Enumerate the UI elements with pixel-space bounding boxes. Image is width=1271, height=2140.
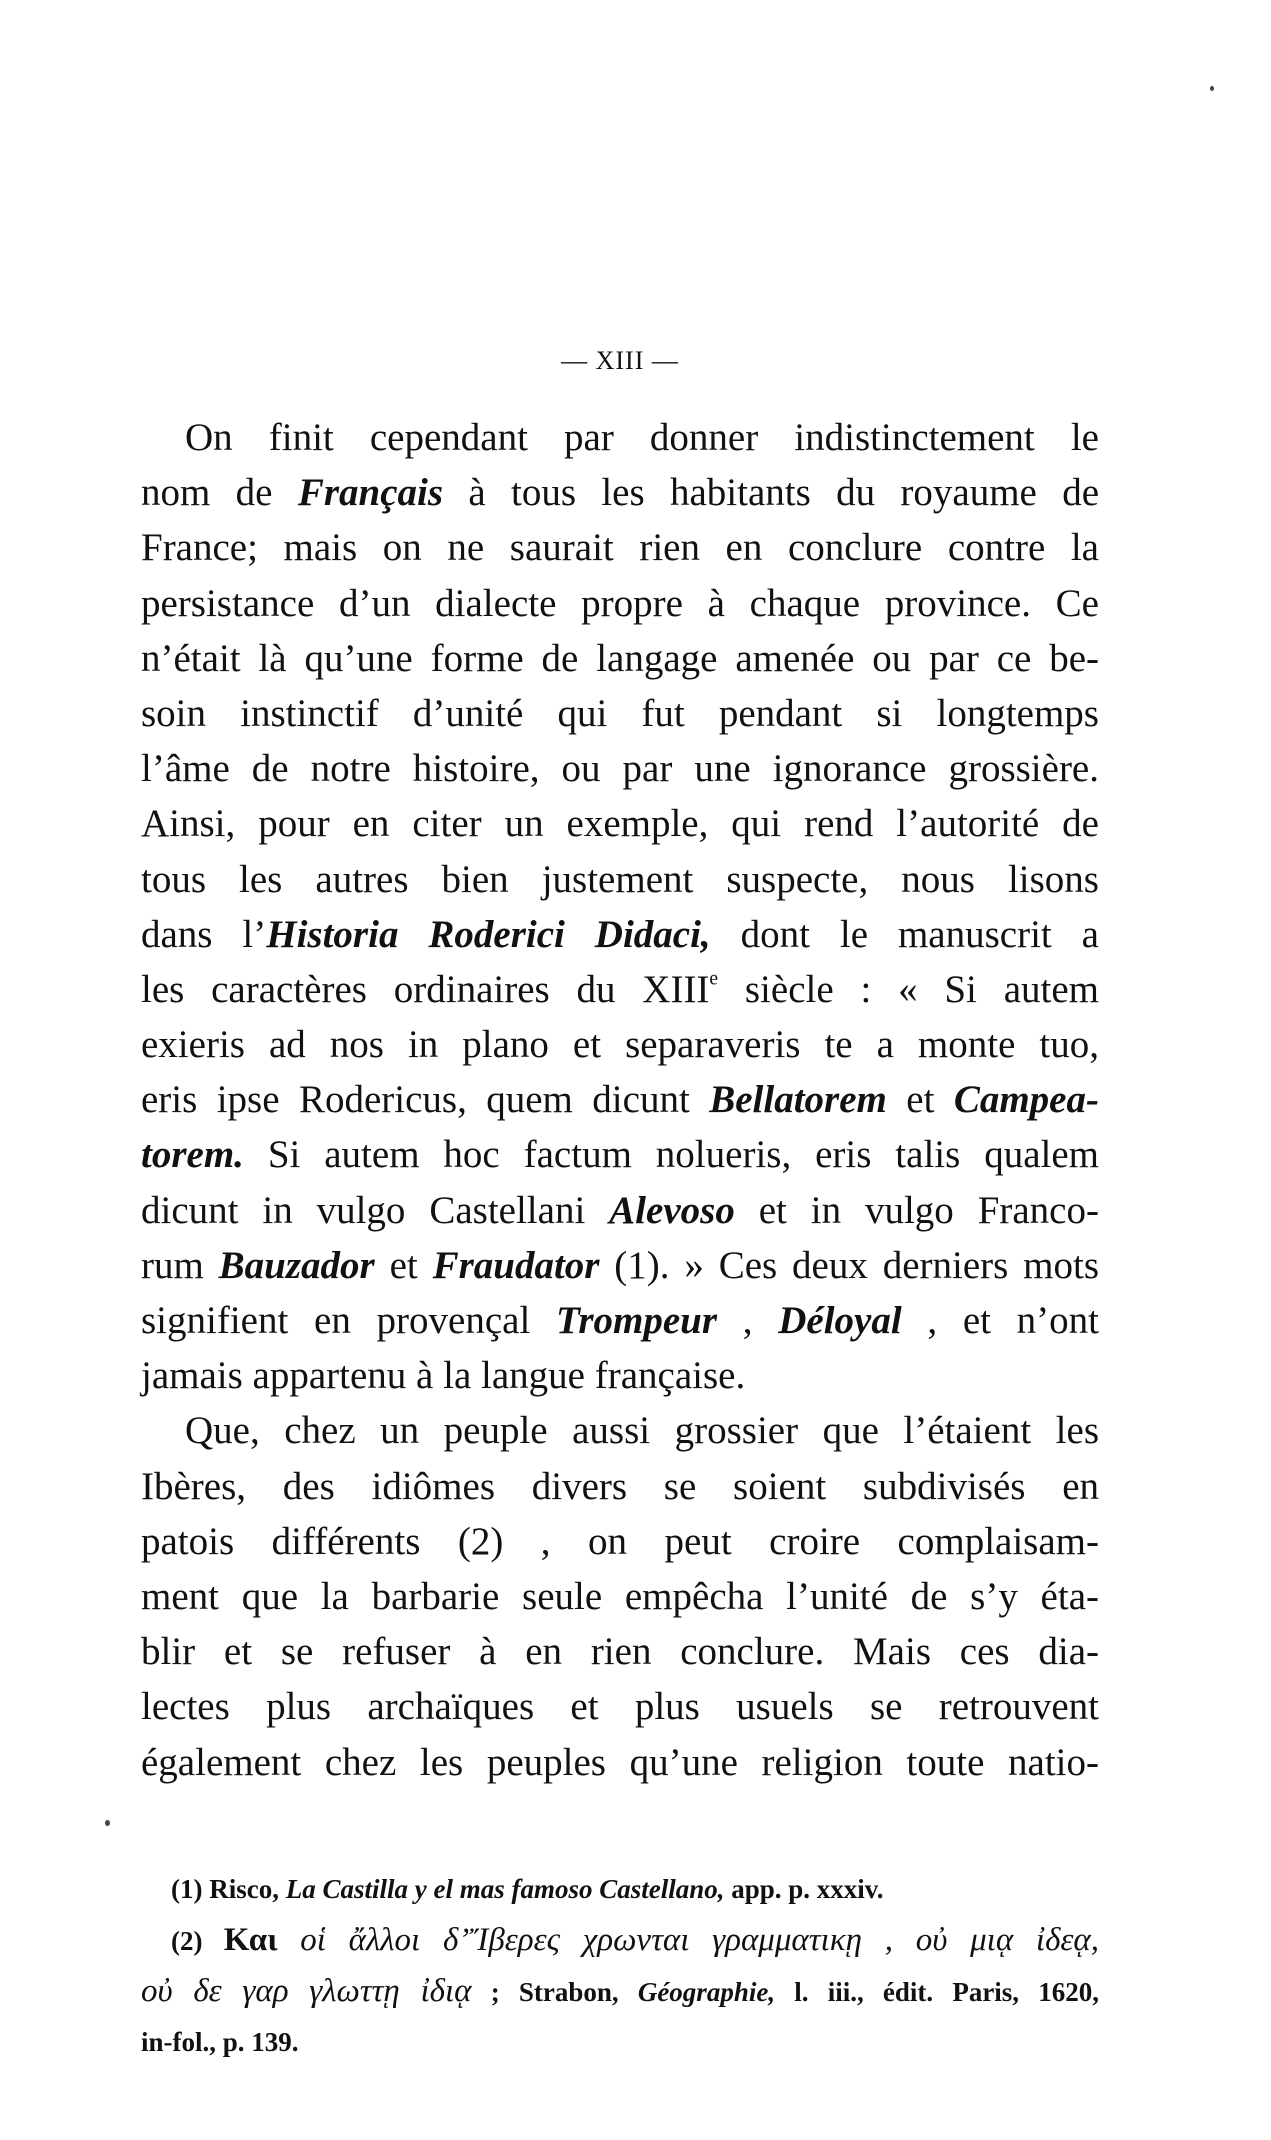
footnote-line <box>141 1864 1099 1915</box>
greek-text: οὐ δε γαρ γλωττῃ ἰδιᾳ <box>141 1973 472 2009</box>
text-run: On finit cependant par donner indistinctement le <box>185 416 1099 459</box>
body-text <box>141 410 1099 1790</box>
text-line <box>141 796 1099 851</box>
footnotes <box>141 1864 1099 2068</box>
text-run: in-fol., p. 139. <box>141 2027 299 2057</box>
superscript: e <box>709 968 719 990</box>
italic-text: Déloyal <box>778 1299 902 1342</box>
text-line <box>141 520 1099 575</box>
text-line <box>141 576 1099 631</box>
text-line <box>141 1735 1099 1790</box>
text-line <box>141 907 1099 962</box>
text-run: Si autem hoc factum nolueris, eris talis qualem <box>243 1133 1099 1177</box>
text-run: siècle : « Si autem <box>718 967 1099 1011</box>
text-run: et in vulgo Franco- <box>734 1188 1099 1232</box>
text-run: également chez les peuples qu’une religion toute natio- <box>141 1740 1099 1784</box>
italic-text: Campea- <box>953 1078 1099 1122</box>
text-line <box>141 741 1099 796</box>
text-run: nom de <box>141 471 298 515</box>
greek-text: Και <box>223 1922 278 1958</box>
text-run: ; Strabon, <box>471 1977 638 2007</box>
text-run: rum <box>141 1243 219 1287</box>
greek-text: οἱ ἄλλοι δ’Ἴβερες χρωνται γραμματικῃ , οὐ μιᾳ ἰδεᾳ, <box>277 1922 1099 1958</box>
text-run: eris ipse Rodericus, quem dicunt <box>141 1078 710 1122</box>
italic-text: Bauzador <box>218 1243 375 1287</box>
text-line <box>141 1624 1099 1679</box>
text-run: dicunt in vulgo Castellani <box>141 1188 610 1232</box>
text-run: signifient en provençal <box>141 1299 556 1342</box>
italic-text: Géographie, <box>637 1977 776 2007</box>
text-run: l. iii., édit. Paris, 1620, <box>775 1977 1099 2007</box>
text-run: , et n’ont <box>901 1299 1100 1342</box>
text-line <box>141 1348 1099 1403</box>
italic-text: Fraudator <box>432 1243 600 1287</box>
text-line <box>141 631 1099 686</box>
text-run: l’âme de notre histoire, ou par une ignorance grossière. <box>141 747 1099 791</box>
text-run: n’était là qu’une forme de langage amenée ou par ce be- <box>141 636 1099 680</box>
text-line <box>141 465 1099 520</box>
text-line <box>141 686 1099 741</box>
text-line <box>141 962 1099 1017</box>
text-run: ment que la barbarie seule empêcha l’unité de s’y éta- <box>141 1574 1099 1618</box>
text-line <box>141 852 1099 907</box>
text-run: , <box>717 1299 779 1342</box>
text-line <box>141 1183 1099 1238</box>
speck-mark <box>1210 86 1214 91</box>
text-line <box>141 1017 1099 1072</box>
text-line <box>141 410 1099 465</box>
text-run: app. p. xxxiv. <box>724 1874 884 1904</box>
text-run: (2) <box>171 1926 224 1956</box>
text-run: (1). » Ces deux derniers mots <box>599 1243 1099 1287</box>
italic-text: Trompeur <box>555 1299 718 1342</box>
text-run: les caractères ordinaires du XIII <box>141 967 710 1011</box>
text-run: à tous les habitants du royaume de <box>443 471 1100 515</box>
text-run: et <box>374 1243 433 1287</box>
italic-text: Alevoso <box>609 1188 735 1232</box>
text-line <box>141 1238 1099 1293</box>
text-run: France; mais on ne saurait rien en conclure contre la <box>141 526 1099 570</box>
italic-text: Français <box>297 471 444 515</box>
text-run: (1) Risco, <box>171 1874 286 1904</box>
text-run: soin instinctif d’unité qui fut pendant si longtemps <box>141 691 1099 735</box>
page-number: — XIII — <box>561 346 679 375</box>
text-run: Ibères, des idiômes divers se soient subdivisés en <box>141 1464 1099 1508</box>
italic-text: Bellatorem <box>709 1078 887 1122</box>
footnote-line <box>141 1915 1099 1966</box>
footnote-line <box>141 2017 1099 2068</box>
text-run: patois différents (2) , on peut croire complaisam- <box>141 1519 1099 1563</box>
text-run: blir et se refuser à en rien conclure. Mais ces dia- <box>141 1630 1099 1674</box>
text-line <box>141 1072 1099 1127</box>
text-line <box>141 1459 1099 1514</box>
text-run: et <box>886 1078 954 1122</box>
text-line <box>141 1514 1099 1569</box>
text-run: Ainsi, pour en citer un exemple, qui rend l’autorité de <box>141 802 1099 846</box>
text-run: dont le manuscrit a <box>710 912 1099 956</box>
speck-mark <box>105 1820 110 1826</box>
footnote-line <box>141 1966 1099 2017</box>
text-run: Que, chez un peuple aussi grossier que l’étaient les <box>185 1409 1099 1453</box>
italic-text: La Castilla y el mas famoso Castellano, <box>285 1874 725 1904</box>
text-run: jamais appartenu à la langue française. <box>141 1354 746 1398</box>
text-line <box>141 1293 1099 1348</box>
text-run: persistance d’un dialecte propre à chaque province. Ce <box>141 581 1099 625</box>
text-run: tous les autres bien justement suspecte, nous lisons <box>141 857 1099 901</box>
text-run: lectes plus archaïques et plus usuels se retrouvent <box>141 1685 1099 1729</box>
text-line <box>141 1127 1099 1182</box>
text-line <box>141 1403 1099 1458</box>
text-run: exieris ad nos in plano et separaveris te a monte tuo, <box>141 1023 1099 1067</box>
italic-text: Historia Roderici Didaci, <box>266 912 711 956</box>
text-line <box>141 1679 1099 1734</box>
text-run: dans l’ <box>141 912 267 956</box>
italic-text: torem. <box>141 1133 244 1177</box>
text-line <box>141 1569 1099 1624</box>
